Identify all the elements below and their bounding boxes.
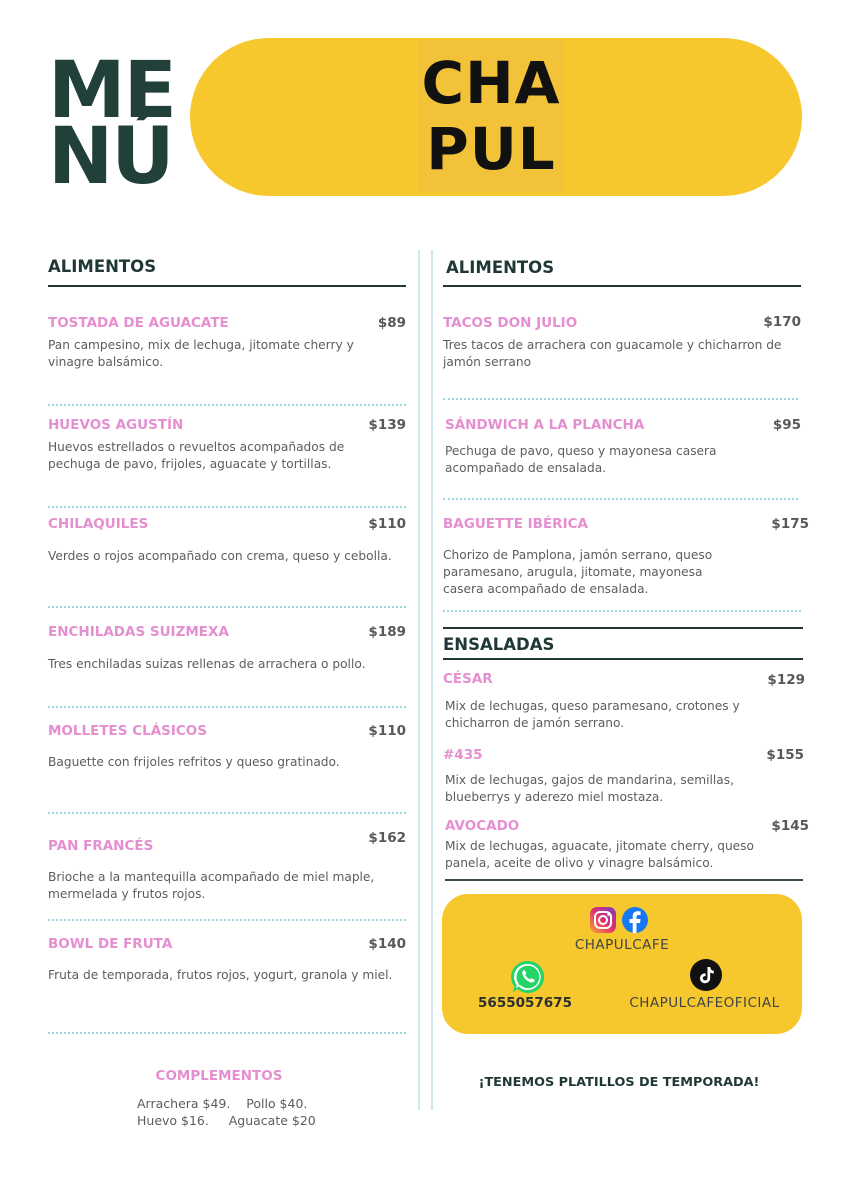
- salad-item-name: AVOCADO: [445, 818, 520, 834]
- salad-item-price: $155: [766, 747, 804, 763]
- menu-item-name: BOWL DE FRUTA: [48, 936, 173, 952]
- menu-title-line1: ME: [48, 46, 175, 136]
- menu-item-description: Baguette con frijoles refritos y queso gratinado.: [48, 755, 340, 769]
- menu-item-price: $89: [377, 315, 406, 331]
- menu-title-line2: NÚ: [48, 112, 173, 202]
- salads-rule-bottom: [445, 879, 803, 881]
- dotted-separator: [48, 919, 406, 921]
- logo-text-bottom: PUL: [426, 115, 556, 183]
- menu-item-name: SÁNDWICH A LA PLANCHA: [445, 417, 645, 433]
- column-divider-a: [418, 250, 420, 1110]
- menu-item-name: TOSTADA DE AGUACATE: [48, 315, 229, 331]
- left-section-title: ALIMENTOS: [48, 257, 157, 276]
- menu-item-name: BAGUETTE IBÉRICA: [443, 516, 588, 532]
- menu-item-name: HUEVOS AGUSTÍN: [48, 417, 184, 433]
- salad-item-name: #435: [443, 747, 483, 763]
- salads-section-title: ENSALADAS: [443, 635, 555, 654]
- menu-item-price: $110: [368, 516, 406, 532]
- instagram-icon[interactable]: [589, 906, 617, 934]
- right-section-rule: [443, 285, 801, 287]
- salad-item-price: $129: [767, 672, 805, 688]
- seasonal-note: ¡TENEMOS PLATILLOS DE TEMPORADA!: [478, 1075, 760, 1090]
- dotted-separator: [443, 610, 801, 612]
- dotted-separator: [48, 606, 406, 608]
- logo-text-top: CHA: [421, 49, 561, 117]
- menu-item-description: Brioche a la mantequilla acompañado de miel maple, mermelada y frutos rojos.: [48, 870, 375, 901]
- social-handle[interactable]: CHAPULCAFE: [574, 937, 670, 953]
- complementos-title: COMPLEMENTOS: [155, 1068, 283, 1084]
- menu-item-price: $175: [771, 516, 809, 532]
- dotted-separator: [48, 404, 406, 406]
- menu-item-price: $95: [772, 417, 801, 433]
- column-divider-b: [431, 250, 433, 1110]
- chapul-logo: [418, 40, 564, 192]
- whatsapp-number[interactable]: 5655057675: [478, 995, 572, 1011]
- dotted-separator: [48, 506, 406, 508]
- dotted-separator: [443, 398, 798, 400]
- dotted-separator: [443, 498, 798, 500]
- menu-item-price: $110: [368, 723, 406, 739]
- menu-item-description: Pechuga de pavo, queso y mayonesa casera acompañado de ensalada.: [445, 444, 717, 475]
- menu-item-description: Fruta de temporada, frutos rojos, yogurt, granola y miel.: [48, 968, 393, 982]
- tiktok-handle[interactable]: CHAPULCAFEOFICIAL: [629, 995, 780, 1011]
- menu-item-description: Tres tacos de arrachera con guacamole y chicharron de jamón serrano: [443, 338, 782, 369]
- salad-item-description: Mix de lechugas, gajos de mandarina, semillas, blueberrys y aderezo miel mostaza.: [445, 773, 734, 804]
- salad-item-description: Mix de lechugas, aguacate, jitomate cherry, queso panela, aceite de olivo y vinagre balsámico.: [445, 839, 754, 870]
- salads-rule-top: [443, 627, 803, 629]
- left-section-rule: [48, 285, 406, 287]
- menu-item-description: Huevos estrellados o revueltos acompañados de pechuga de pavo, frijoles, aguacate y tortillas.: [48, 440, 345, 471]
- menu-item-name: MOLLETES CLÁSICOS: [48, 723, 208, 739]
- menu-item-price: $139: [368, 417, 406, 433]
- menu-item-price: $140: [368, 936, 406, 952]
- dotted-separator: [48, 1032, 406, 1034]
- salad-item-description: Mix de lechugas, queso paramesano, crotones y chicharron de jamón serrano.: [445, 699, 740, 730]
- menu-item-name: ENCHILADAS SUIZMEXA: [48, 624, 229, 640]
- menu-item-name: CHILAQUILES: [48, 516, 149, 532]
- dotted-separator: [48, 812, 406, 814]
- whatsapp-icon[interactable]: [510, 959, 546, 995]
- menu-item-price: $189: [368, 624, 406, 640]
- tiktok-icon[interactable]: [690, 959, 722, 991]
- menu-item-name: TACOS DON JULIO: [443, 315, 578, 331]
- menu-item-price: $170: [763, 314, 801, 330]
- menu-item-name: PAN FRANCÉS: [48, 838, 154, 854]
- menu-item-price: $162: [368, 830, 406, 846]
- right-section-title: ALIMENTOS: [446, 258, 555, 277]
- salads-rule: [443, 658, 803, 660]
- facebook-icon[interactable]: [621, 906, 649, 934]
- menu-item-description: Tres enchiladas suizas rellenas de arrachera o pollo.: [48, 657, 366, 671]
- menu-item-description: Chorizo de Pamplona, jamón serrano, queso paramesano, arugula, jitomate, mayonesa casera acompañado de ensalada.: [443, 548, 713, 596]
- menu-item-description: Verdes o rojos acompañado con crema, queso y cebolla.: [48, 549, 392, 563]
- salad-item-name: CÉSAR: [443, 671, 493, 687]
- complementos-line: Huevo $16. Aguacate $20: [137, 1113, 316, 1128]
- salad-item-price: $145: [771, 818, 809, 834]
- menu-item-description: Pan campesino, mix de lechuga, jitomate cherry y vinagre balsámico.: [48, 338, 354, 369]
- complementos-line: Arrachera $49. Pollo $40.: [137, 1096, 308, 1111]
- dotted-separator: [48, 706, 406, 708]
